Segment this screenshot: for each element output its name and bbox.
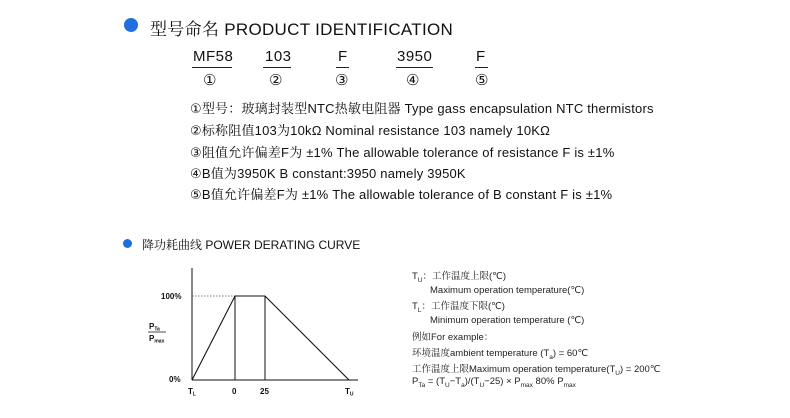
ratio-denominator: Pmax (149, 334, 165, 345)
product-identification-title: 型号命名 PRODUCT IDENTIFICATION (150, 20, 454, 39)
model-code-part: 103 (265, 48, 292, 65)
power-derating-title: 降功耗曲线 POWER DERATING CURVE (142, 238, 361, 252)
model-code-part: F (476, 48, 486, 65)
model-code-part: 3950 (397, 48, 433, 65)
note-ambient-temperature: 环境温度ambient temperature $(T_a)$ = 60℃ (412, 348, 589, 361)
description-line: ③阻值允许偏差F为 ±1% The allowable tolerance of resistance F is ±1% (190, 145, 615, 160)
ratio-numerator: PTa (149, 322, 160, 333)
model-code-part: MF58 (193, 48, 234, 65)
note-tu-english: Maximum operation temperature(℃) (430, 285, 585, 296)
code-number: ⑤ (475, 71, 489, 89)
description-line: ④B值为3950K B constant:3950 namely 3950K (190, 166, 466, 181)
note-tl-definition: $T_L$：工作温度下限(℃) (412, 301, 505, 314)
x-tick-tl: TL (188, 387, 196, 398)
note-tl-english: Minimum operation temperature (℃) (430, 315, 585, 326)
x-tick-25: 25 (260, 387, 269, 396)
description-line: ②标称阻值103为10kΩ Nominal resistance 103 namely 10KΩ (190, 123, 551, 138)
note-upper-temperature: 工作温度上限Maximum operation $temperature(T_U)$ = 200℃ (412, 364, 661, 377)
description-line: ⑤B值允许偏差F为 ±1% The allowable tolerance of B constant F is ±1% (190, 187, 613, 202)
code-number: ③ (335, 71, 349, 89)
note-tu-definition: $T_U$：工作温度上限(℃) (412, 271, 507, 284)
code-number: ② (269, 71, 283, 89)
x-tick-tu: TU (345, 387, 354, 398)
y-tick-0: 0% (169, 375, 181, 384)
description-line: ①型号：玻璃封装型NTC热敏电阻器 Type gass encapsulation NTC thermistors (190, 101, 654, 116)
code-number: ④ (406, 71, 420, 89)
y-tick-100: 100% (161, 292, 182, 301)
derating-curve (192, 296, 349, 380)
note-example: 例如For example： (412, 332, 494, 343)
x-tick-0: 0 (232, 387, 237, 396)
model-code-part: F (338, 48, 348, 65)
code-number: ① (203, 71, 217, 89)
note-formula: $P_{Ta} = (T_U-T_a)/(T_U-25) \times P_{max}$ 80% $P_{max}$ (412, 376, 576, 389)
